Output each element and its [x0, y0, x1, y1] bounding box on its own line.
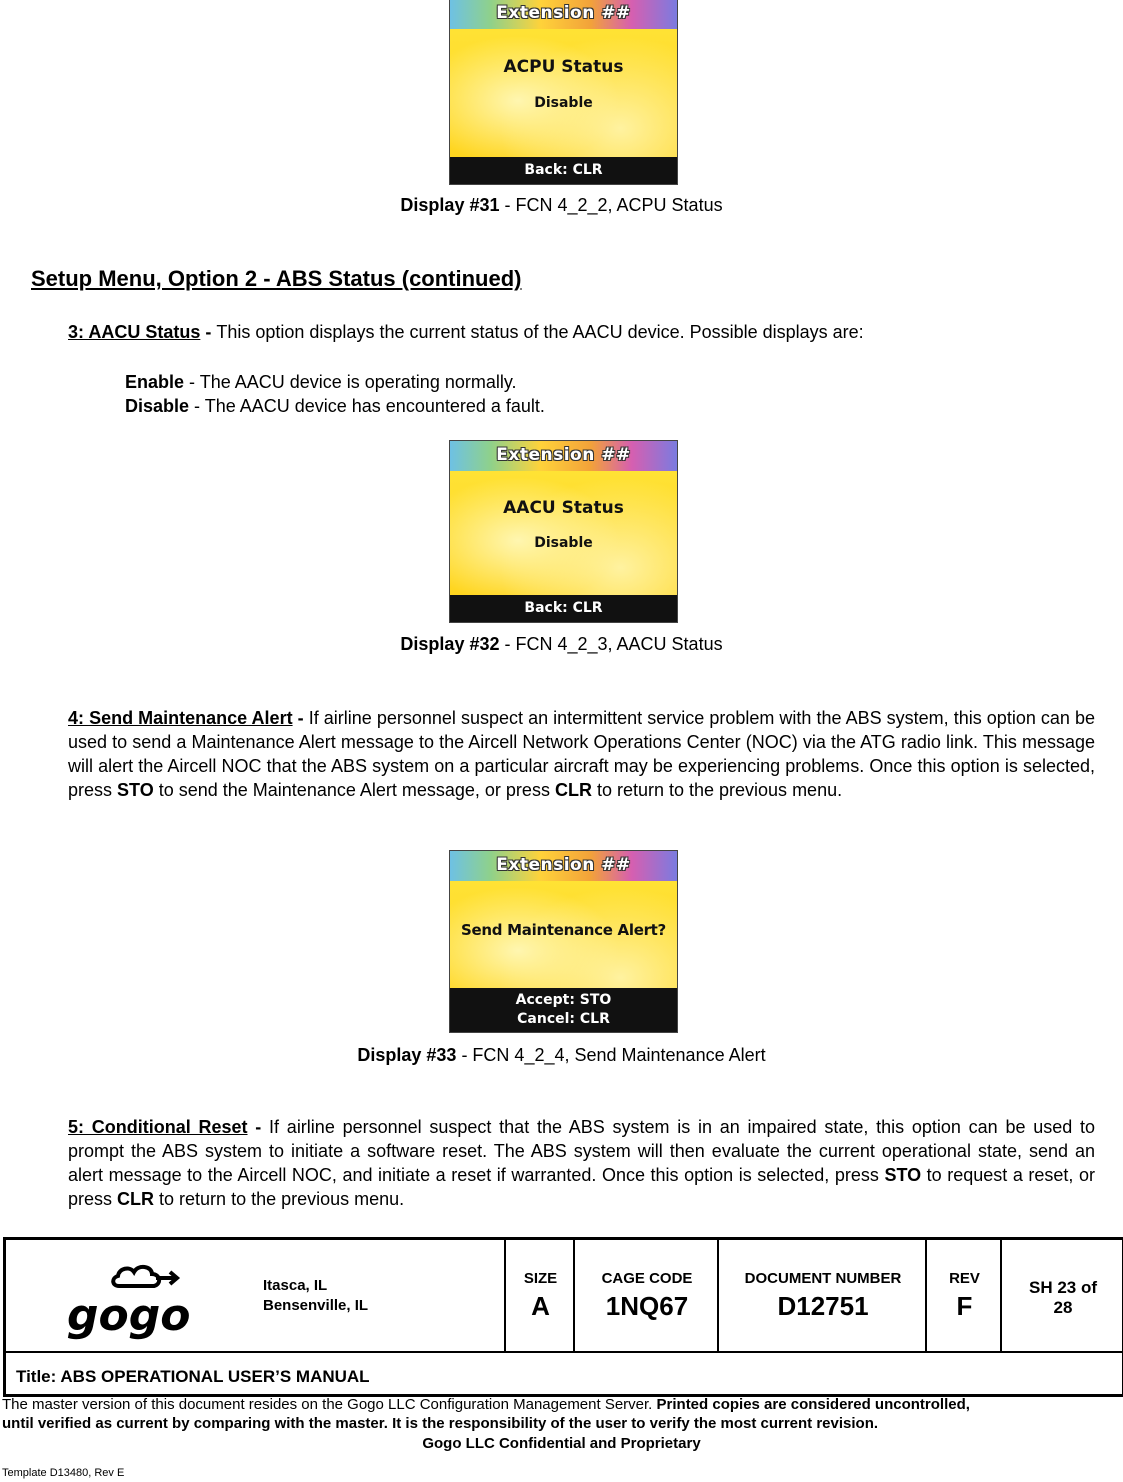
screen-line2: Disable: [534, 535, 593, 551]
conditional-reset-text: to request a reset, or press: [68, 1165, 1096, 1209]
clr-key: CLR: [554, 780, 592, 800]
maintenance-alert-text: to return to the previous menu.: [591, 780, 843, 800]
screen-footer-cancel: Cancel: CLR: [517, 1011, 610, 1027]
screen-line2: Disable: [534, 95, 593, 111]
footer-uncontrolled-note: Printed copies are considered uncontrolled,: [656, 1396, 970, 1413]
title-block: [3, 1237, 1123, 1397]
display-33-caption: [0, 1045, 1123, 1066]
document-number-cell: [717, 1240, 927, 1351]
screen-line1: Send Maintenance Alert?: [461, 921, 666, 939]
clr-key: CLR: [117, 1189, 155, 1209]
size-value: A: [531, 1291, 550, 1321]
section-heading: Setup Menu, Option 2 - ABS Status (continued): [31, 266, 522, 291]
enable-text: - The AACU device is operating normally.: [184, 372, 517, 392]
location-block: [263, 1276, 368, 1316]
location-bensenville: Bensenville, IL: [263, 1297, 369, 1314]
aacu-status-paragraph: [68, 320, 1095, 344]
display-32-caption: [0, 634, 1123, 655]
sto-key: STO: [117, 780, 154, 800]
caption-label: Display #32: [400, 634, 500, 654]
caption-text: - FCN 4_2_4, Send Maintenance Alert: [456, 1045, 766, 1065]
caption-text: - FCN 4_2_2, ACPU Status: [499, 195, 723, 215]
cage-code-label: CAGE CODE: [601, 1270, 693, 1287]
maintenance-alert-text: If airline personnel suspect an intermittent service problem with the ABS system, this option can be used to send a Maintenance Alert message to the Aircell Network Operations Center (NOC) via the ATG radio link. This message will alert the Aircell NOC that the ABS system on a particular aircraft may be experiencing problems. Once this option is selected, press: [68, 708, 1096, 800]
rev-cell: [925, 1240, 1002, 1351]
display-32-screen: [449, 440, 678, 623]
display-31-caption: [0, 195, 1123, 216]
screen-header: Extension ##: [450, 441, 677, 471]
screen-header: Extension ##: [450, 0, 677, 29]
footer-confidential: Gogo LLC Confidential and Proprietary: [422, 1435, 701, 1452]
document-title: Title: ABS OPERATIONAL USER’S MANUAL: [16, 1367, 370, 1386]
sheet-number: SH 23 of 28: [1028, 1278, 1098, 1317]
enable-item: [125, 370, 517, 394]
footer-line-2: until verified as current by comparing with the master. It is the responsibility of the user to verify the most current revision.: [2, 1415, 879, 1432]
footer-template: Template D13480, Rev E: [2, 1467, 125, 1479]
maintenance-alert-paragraph: [68, 706, 1095, 802]
display-33-screen: [449, 850, 678, 1033]
dash: -: [247, 1117, 270, 1137]
location-itasca: Itasca, IL: [263, 1277, 328, 1294]
cage-code-value: 1NQ67: [605, 1291, 689, 1321]
screen-line1: ACPU Status: [503, 57, 624, 77]
conditional-reset-text: to return to the previous menu.: [154, 1189, 405, 1209]
conditional-reset-paragraph: [68, 1115, 1095, 1211]
aacu-status-text: This option displays the current status of the AACU device. Possible displays are:: [216, 322, 864, 342]
footer-master-note: The master version of this document resides on the Gogo LLC Configuration Management Server.: [2, 1396, 657, 1413]
cloud-plane-icon: [64, 1254, 204, 1344]
disable-item: [125, 394, 545, 418]
caption-text: - FCN 4_2_3, AACU Status: [499, 634, 723, 654]
dash: -: [292, 708, 309, 728]
conditional-reset-title: 5: Conditional Reset: [68, 1117, 248, 1137]
sheet-cell: [1000, 1240, 1123, 1351]
caption-label: Display #31: [400, 195, 500, 215]
screen-footer-accept: Accept: STO: [515, 992, 612, 1008]
gogo-logo: [64, 1254, 204, 1344]
size-cell: [504, 1240, 575, 1351]
size-label: SIZE: [523, 1270, 558, 1287]
sto-key: STO: [884, 1165, 922, 1185]
rev-label: REV: [949, 1270, 980, 1287]
maintenance-alert-text: to send the Maintenance Alert message, or press: [153, 780, 555, 800]
rev-value: F: [956, 1291, 973, 1321]
logo-wordmark: gogo: [67, 1290, 191, 1341]
disable-label: Disable: [125, 396, 190, 416]
screen-header: Extension ##: [450, 851, 677, 881]
disable-text: - The AACU device has encountered a fault.: [189, 396, 545, 416]
screen-footer: Back: CLR: [450, 595, 677, 622]
aacu-status-title: 3: AACU Status: [68, 322, 201, 342]
display-31-screen: [449, 0, 678, 185]
screen-footer: [450, 988, 677, 1032]
conditional-reset-text: If airline personnel suspect that the ABS system is in an impaired state, this option can be used to prompt the ABS system to initiate a software reset. The ABS system will then evaluate the current operational state, send an alert message to the Aircell NOC, and initiate a reset if warranted. Once this option is selected, press: [68, 1117, 1096, 1185]
footer-line-1: [2, 1396, 1123, 1413]
title-block-top-row: [6, 1240, 1122, 1353]
maintenance-alert-title: 4: Send Maintenance Alert: [68, 708, 293, 728]
enable-label: Enable: [125, 372, 185, 392]
dash: -: [200, 322, 217, 342]
screen-line1: AACU Status: [503, 498, 624, 518]
screen-footer: Back: CLR: [450, 157, 677, 184]
caption-label: Display #33: [357, 1045, 457, 1065]
document-number-label: DOCUMENT NUMBER: [744, 1270, 902, 1287]
cage-code-cell: [573, 1240, 719, 1351]
document-number-value: D12751: [777, 1291, 869, 1321]
